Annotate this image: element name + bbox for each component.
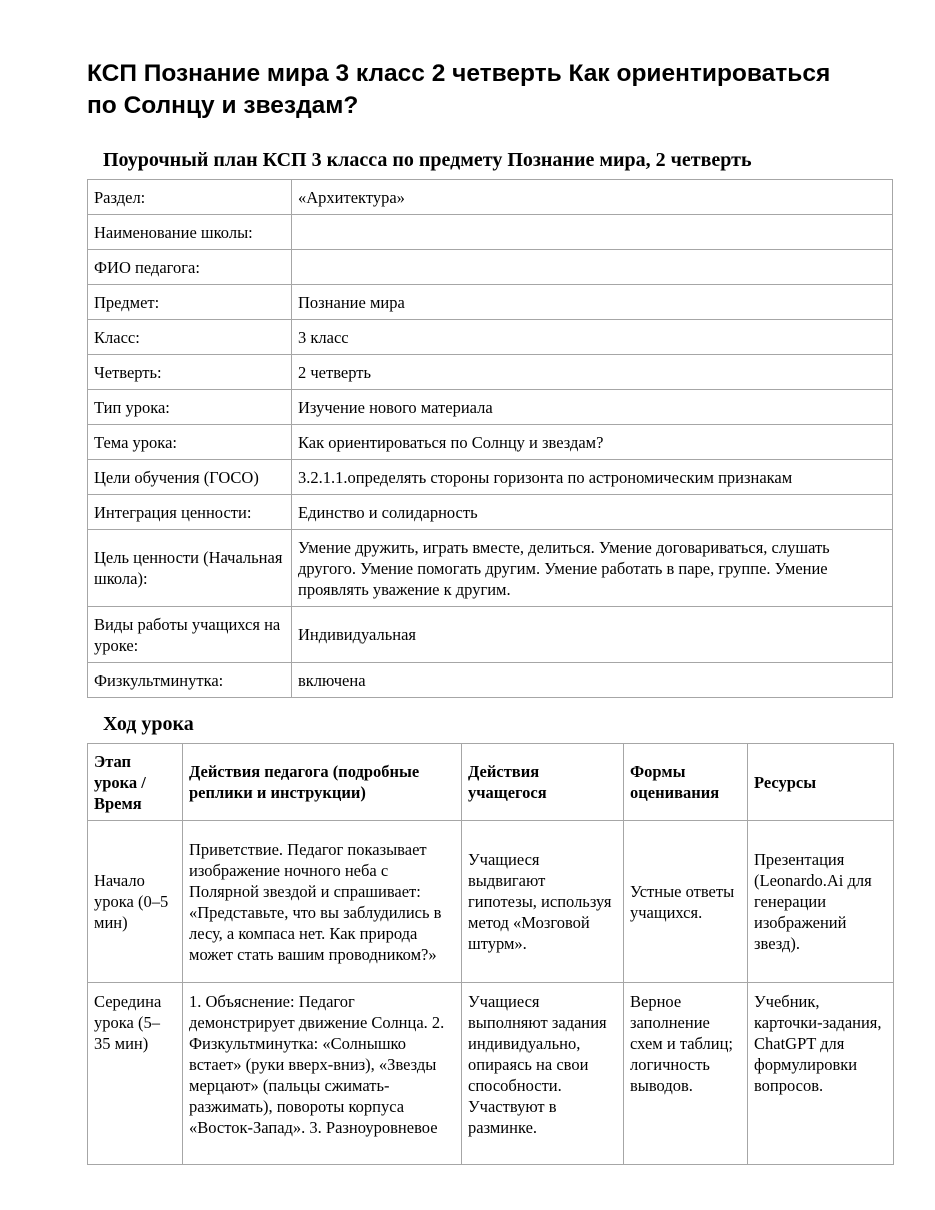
- table-row: [88, 215, 893, 250]
- info-value: 3.2.1.1.определять стороны горизонта по астрономическим признакам: [292, 460, 893, 495]
- info-key: Класс:: [88, 320, 292, 355]
- lesson-info-table: [87, 179, 893, 698]
- table-cell: Начало урока (0–5 мин): [88, 821, 183, 983]
- table-cell: Учебник, карточки-задания, ChatGPT для формулировки вопросов.: [748, 983, 894, 1165]
- info-key: Цель ценности (Начальная школа):: [88, 530, 292, 607]
- plan-heading: Поурочный план КСП 3 класса по предмету Познание мира, 2 четверть: [103, 149, 752, 171]
- table-cell: Середина урока (5–35 мин): [88, 983, 183, 1165]
- table-row: [88, 495, 893, 530]
- table-row: [88, 663, 893, 698]
- table-cell: Верное заполнение схем и таблиц; логичность выводов.: [624, 983, 748, 1165]
- info-key: Раздел:: [88, 180, 292, 215]
- column-header-teacher-actions: Действия педагога (подробные реплики и инструкции): [183, 744, 462, 821]
- info-value: «Архитектура»: [292, 180, 893, 215]
- lesson-flow-table: [87, 743, 894, 1165]
- page-title: КСП Познание мира 3 класс 2 четверть Как ориентироваться по Солнцу и звездам?: [87, 60, 831, 119]
- table-row: [88, 355, 893, 390]
- table-row: [88, 530, 893, 607]
- table-cell: Учащиеся выдвигают гипотезы, используя метод «Мозговой штурм».: [462, 821, 624, 983]
- info-value: Умение дружить, играть вместе, делиться. Умение договариваться, слушать другого. Умение помогать другим. Умение работать в паре, группе. Умение проявлять уважение к другим.: [292, 530, 893, 607]
- table-row: [88, 390, 893, 425]
- column-header-stage: Этап урока / Время: [88, 744, 183, 821]
- info-key: Цели обучения (ГОСО): [88, 460, 292, 495]
- table-cell: Презентация (Leonardo.Ai для генерации изображений звезд).: [748, 821, 894, 983]
- table-row: [88, 320, 893, 355]
- table-row: [88, 983, 894, 1165]
- info-key: Тип урока:: [88, 390, 292, 425]
- info-value: Изучение нового материала: [292, 390, 893, 425]
- info-value: Познание мира: [292, 285, 893, 320]
- info-value: Единство и солидарность: [292, 495, 893, 530]
- column-header-resources: Ресурсы: [748, 744, 894, 821]
- column-header-student-actions: Действия учащегося: [462, 744, 624, 821]
- info-key: Интеграция ценности:: [88, 495, 292, 530]
- table-row: [88, 460, 893, 495]
- info-value: 2 четверть: [292, 355, 893, 390]
- table-row: [88, 607, 893, 663]
- table-row: [88, 821, 894, 983]
- table-row: [88, 285, 893, 320]
- info-key: Тема урока:: [88, 425, 292, 460]
- lesson-flow-heading: Ход урока: [103, 713, 194, 735]
- info-key: Предмет:: [88, 285, 292, 320]
- table-cell: Устные ответы учащихся.: [624, 821, 748, 983]
- table-row: [88, 425, 893, 460]
- info-value: Индивидуальная: [292, 607, 893, 663]
- info-value: включена: [292, 663, 893, 698]
- info-key: Четверть:: [88, 355, 292, 390]
- table-row: [88, 250, 893, 285]
- table-row: [88, 180, 893, 215]
- info-key: Наименование школы:: [88, 215, 292, 250]
- info-key: ФИО педагога:: [88, 250, 292, 285]
- table-cell: Учащиеся выполняют задания индивидуально, опираясь на свои способности. Участвуют в разминке.: [462, 983, 624, 1165]
- table-cell: Приветствие. Педагог показывает изображение ночного неба с Полярной звездой и спрашивает: «Представьте, что вы заблудились в лесу, а компаса нет. Как природа может стать вашим проводником?»: [183, 821, 462, 983]
- info-value: [292, 250, 893, 285]
- info-key: Виды работы учащихся на уроке:: [88, 607, 292, 663]
- column-header-assessment: Формы оценивания: [624, 744, 748, 821]
- table-cell: 1. Объяснение: Педагог демонстрирует движение Солнца. 2. Физкультминутка: «Солнышко встает» (руки вверх-вниз), «Звезды мерцают» (пальцы сжимать-разжимать), повороты корпуса «Восток-Запад». 3. Разноуровневое: [183, 983, 462, 1165]
- info-value: [292, 215, 893, 250]
- info-value: 3 класс: [292, 320, 893, 355]
- info-key: Физкультминутка:: [88, 663, 292, 698]
- info-value: Как ориентироваться по Солнцу и звездам?: [292, 425, 893, 460]
- table-header-row: [88, 744, 894, 821]
